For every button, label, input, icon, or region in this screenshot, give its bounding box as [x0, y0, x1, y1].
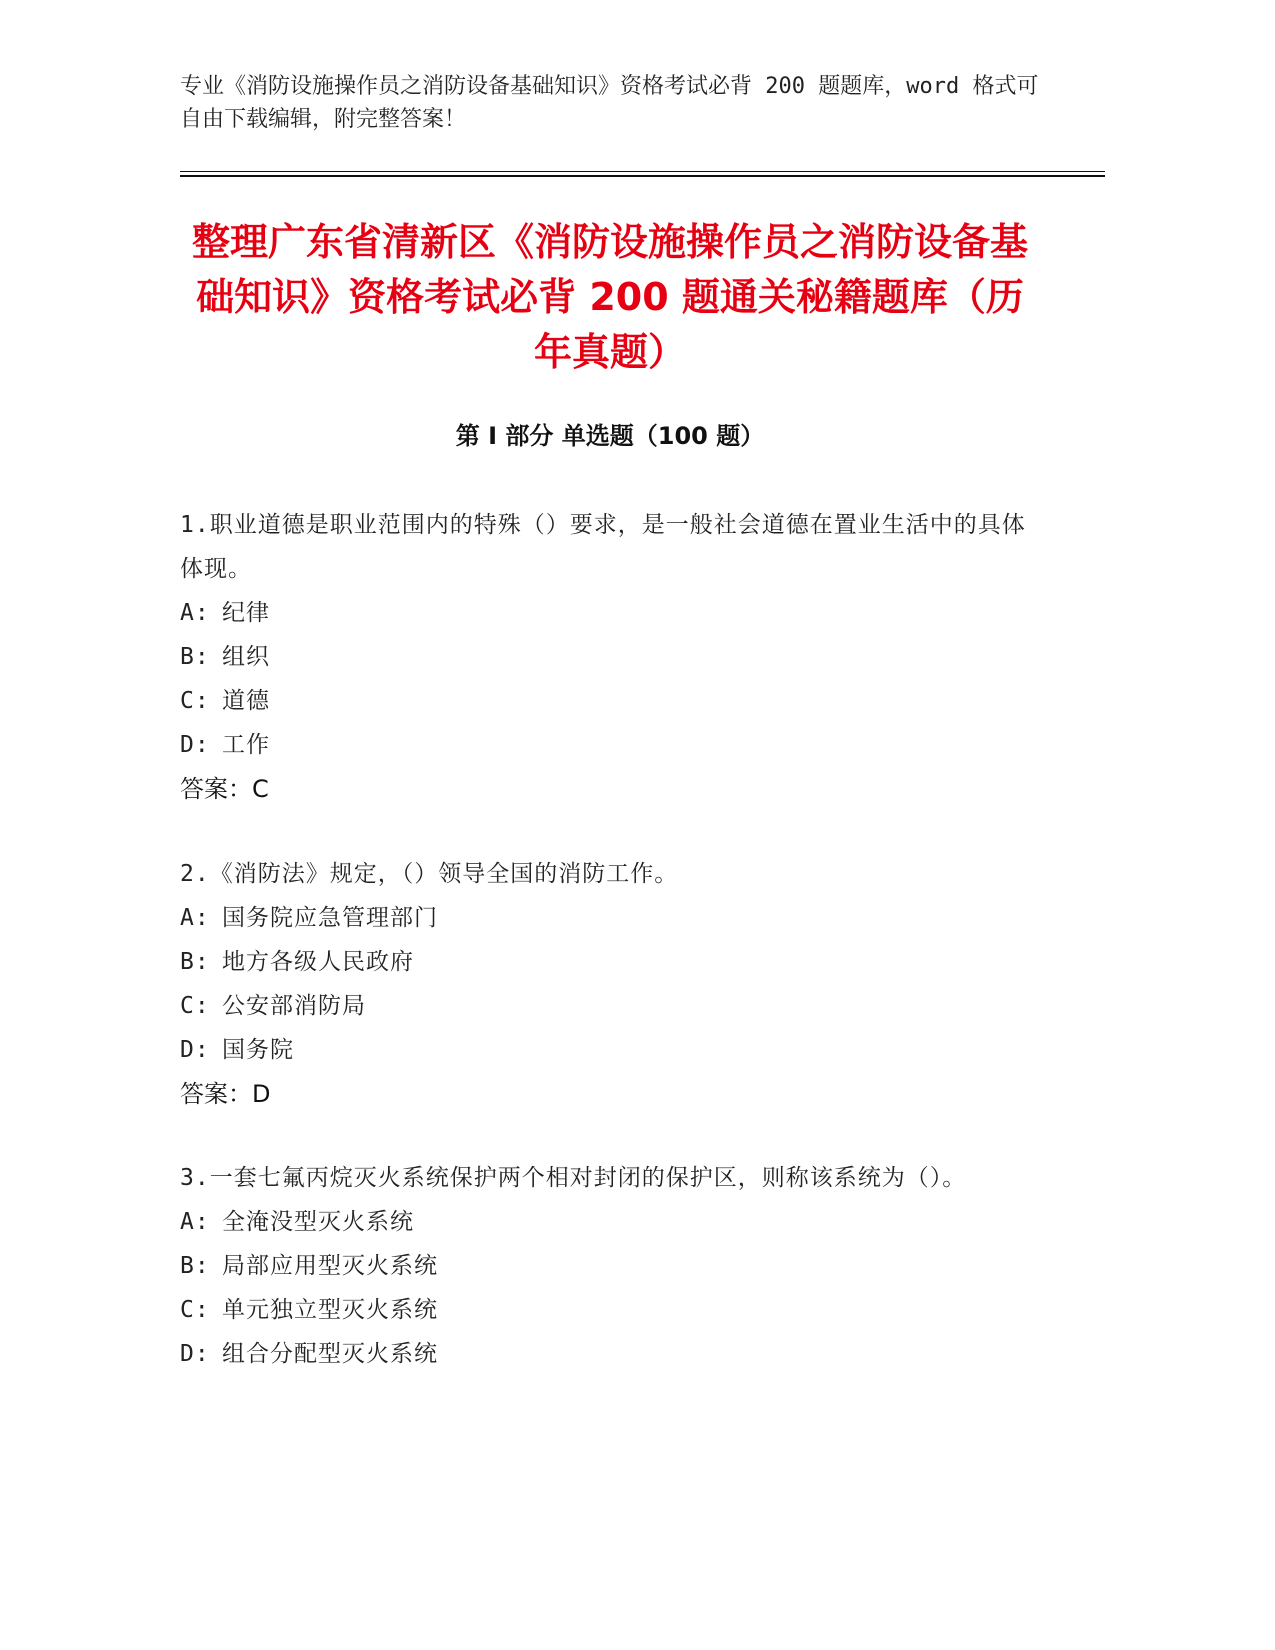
- option-text: 纪律: [222, 600, 270, 626]
- option-letter: C:: [180, 688, 210, 714]
- option-c: [180, 679, 1040, 723]
- option-d: [180, 723, 1040, 767]
- option-text: 局部应用型灭火系统: [222, 1253, 438, 1279]
- question-stem: 1.职业道德是职业范围内的特殊（）要求，是一般社会道德在置业生活中的具体体现。: [180, 512, 1026, 582]
- option-letter: C:: [180, 1297, 210, 1323]
- option-letter: D:: [180, 732, 210, 758]
- option-text: 国务院: [222, 1037, 294, 1063]
- option-d: [180, 1028, 1040, 1072]
- option-letter: D:: [180, 1037, 210, 1063]
- header-divider-bottom: [180, 175, 1105, 177]
- option-b: [180, 1244, 1040, 1288]
- option-letter: A:: [180, 600, 210, 626]
- question-2: [180, 852, 1040, 1116]
- option-a: [180, 1200, 1040, 1244]
- document-title: 整理广东省清新区《消防设施操作员之消防设备基础知识》资格考试必背 200 题通关秘籍题库（历年真题）: [191, 220, 1028, 374]
- question-stem: 3.一套七氟丙烷灭火系统保护两个相对封闭的保护区，则称该系统为（）。: [180, 1165, 967, 1191]
- option-c: [180, 1288, 1040, 1332]
- question-3: [180, 1156, 1040, 1376]
- option-letter: A:: [180, 1209, 210, 1235]
- header-note: 专业《消防设施操作员之消防设备基础知识》资格考试必背 200 题题库，word 格式可自由下载编辑，附完整答案！: [180, 74, 1039, 132]
- option-text: 工作: [222, 732, 270, 758]
- header-divider-top: [180, 171, 1105, 172]
- option-letter: B:: [180, 644, 210, 670]
- option-a: [180, 896, 1040, 940]
- option-a: [180, 591, 1040, 635]
- option-text: 地方各级人民政府: [222, 949, 414, 975]
- option-d: [180, 1332, 1040, 1376]
- option-text: 组合分配型灭火系统: [222, 1341, 438, 1367]
- option-text: 单元独立型灭火系统: [222, 1297, 438, 1323]
- answer-line: 答案：D: [180, 1080, 271, 1108]
- option-text: 国务院应急管理部门: [222, 905, 438, 931]
- question-stem: 2.《消防法》规定，（）领导全国的消防工作。: [180, 861, 679, 887]
- option-letter: B:: [180, 949, 210, 975]
- option-letter: B:: [180, 1253, 210, 1279]
- option-letter: A:: [180, 905, 210, 931]
- option-text: 公安部消防局: [222, 993, 366, 1019]
- section-heading: 第 I 部分 单选题（100 题）: [455, 422, 765, 450]
- option-b: [180, 940, 1040, 984]
- option-c: [180, 984, 1040, 1028]
- question-1: [180, 503, 1040, 811]
- answer-line: 答案：C: [180, 775, 269, 803]
- option-text: 道德: [222, 688, 270, 714]
- option-letter: D:: [180, 1341, 210, 1367]
- option-text: 组织: [222, 644, 270, 670]
- option-b: [180, 635, 1040, 679]
- option-text: 全淹没型灭火系统: [222, 1209, 414, 1235]
- option-letter: C:: [180, 993, 210, 1019]
